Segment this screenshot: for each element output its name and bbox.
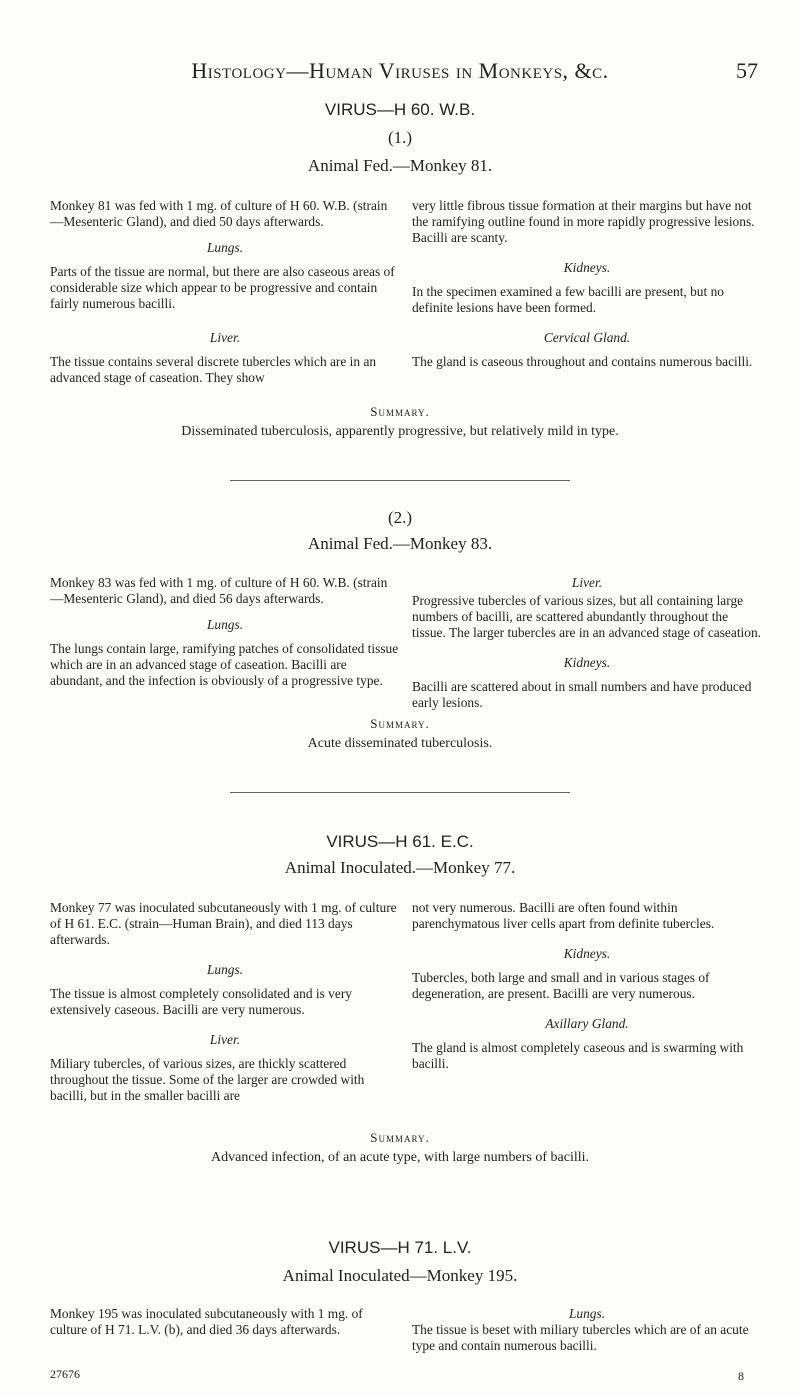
summary-label: Summary. (370, 404, 430, 419)
case-intro: Monkey 81 was fed with 1 mg. of culture of H 60. W.B. (strain—Mesenteric Gland), and died 50 days afterwards. (50, 198, 388, 229)
running-head: Histology—Human Viruses in Monkeys, &c. (191, 58, 609, 83)
organ-text: Bacilli are scattered about in small numbers and have produced early lesions. (412, 679, 752, 710)
organ-label: Lungs. (206, 617, 244, 632)
case-left-column (50, 575, 400, 695)
case-intro: Monkey 83 was fed with 1 mg. of culture of H 60. W.B. (strain—Mesenteric Gland), and died 56 days afterwards. (50, 575, 388, 606)
organ-label: Liver. (209, 330, 241, 345)
organ-text: The tissue is beset with miliary tubercles which are of an acute type and contain numerous bacilli. (412, 1322, 749, 1353)
organ-label: Kidneys. (563, 655, 611, 670)
organ-label: Cervical Gland. (543, 330, 631, 345)
case-number: (2.) (387, 508, 413, 527)
case-right-column (412, 198, 762, 376)
divider (230, 480, 570, 481)
organ-label: Axillary Gland. (545, 1016, 629, 1031)
summary-text: Advanced infection, of an acute type, with large numbers of bacilli. (211, 1150, 589, 1165)
case-left-column (50, 198, 400, 392)
signature-mark: 8 (738, 1369, 744, 1383)
organ-text: The gland is almost completely caseous and is swarming with bacilli. (412, 1040, 744, 1071)
organ-text: Miliary tubercles, of various sizes, are thickly scattered throughout the tissue. Some of the larger are crowded with bacilli, but in the smaller bacilli are (50, 1056, 365, 1103)
summary-text: Disseminated tuberculosis, apparently progressive, but relatively mild in type. (181, 424, 619, 439)
summary-label: Summary. (370, 716, 430, 731)
organ-text: not very numerous. Bacilli are often found within parenchymatous liver cells apart from definite tubercles. (412, 900, 715, 931)
case-title: Animal Inoculated.—Monkey 77. (284, 858, 516, 877)
organ-label: Liver. (571, 575, 603, 590)
organ-text: The tissue contains several discrete tubercles which are in an advanced stage of caseation. They show (50, 354, 377, 385)
organ-text: Progressive tubercles of various sizes, but all containing large numbers of bacilli, are scattered abundantly throughout the tissue. The larger tubercles are in an advanced stage of caseation. (412, 593, 761, 640)
case-right-column (412, 900, 762, 1078)
case-left-column (50, 900, 400, 1110)
print-code: 27676 (50, 1367, 80, 1381)
case-title: Animal Fed.—Monkey 81. (307, 156, 493, 175)
section-heading: VIRUS—H 71. L.V. (328, 1238, 472, 1257)
case-intro: Monkey 77 was inoculated subcutaneously with 1 mg. of culture of H 61. E.C. (strain—Human Brain), and died 113 days afterwards. (50, 900, 397, 947)
organ-text: The lungs contain large, ramifying patches of consolidated tissue which are in an advanced stage of caseation. Bacilli are abundant, and the infection is obviously of a progressive type. (50, 641, 399, 688)
organ-label: Liver. (209, 1032, 241, 1047)
organ-text: very little fibrous tissue formation at their margins but have not the ramifying outline found in more rapidly progressive lesions. Bacilli are scanty. (412, 198, 755, 245)
organ-label: Kidneys. (563, 260, 611, 275)
section-heading: VIRUS—H 61. E.C. (326, 832, 474, 851)
case-title: Animal Inoculated—Monkey 195. (282, 1266, 518, 1285)
organ-text: The gland is caseous throughout and contains numerous bacilli. (412, 354, 753, 369)
organ-label: Lungs. (206, 240, 244, 255)
summary-label: Summary. (370, 1130, 430, 1145)
section-heading: VIRUS—H 60. W.B. (324, 100, 476, 119)
divider (230, 792, 570, 793)
case-right-column (412, 1306, 762, 1360)
case-right-column (412, 575, 762, 717)
page-number: 57 (736, 58, 758, 83)
case-title: Animal Fed.—Monkey 83. (307, 534, 493, 553)
organ-text: In the specimen examined a few bacilli are present, but no definite lesions have been formed. (412, 284, 724, 315)
organ-label: Kidneys. (563, 946, 611, 961)
case-intro: Monkey 195 was inoculated subcutaneously with 1 mg. of culture of H 71. L.V. (b), and died 36 days afterwards. (50, 1306, 363, 1337)
organ-text: Tubercles, both large and small and in various stages of degeneration, are present. Bacilli are very numerous. (412, 970, 710, 1001)
case-left-column (50, 1306, 400, 1344)
organ-text: The tissue is almost completely consolidated and is very extensively caseous. Bacilli are very numerous. (50, 986, 352, 1017)
organ-label: Lungs. (568, 1306, 606, 1321)
organ-text: Parts of the tissue are normal, but there are also caseous areas of considerable size which appear to be progressive and contain fairly numerous bacilli. (50, 264, 395, 311)
case-number: (1.) (387, 128, 413, 147)
summary-text: Acute disseminated tuberculosis. (307, 736, 493, 751)
organ-label: Lungs. (206, 962, 244, 977)
